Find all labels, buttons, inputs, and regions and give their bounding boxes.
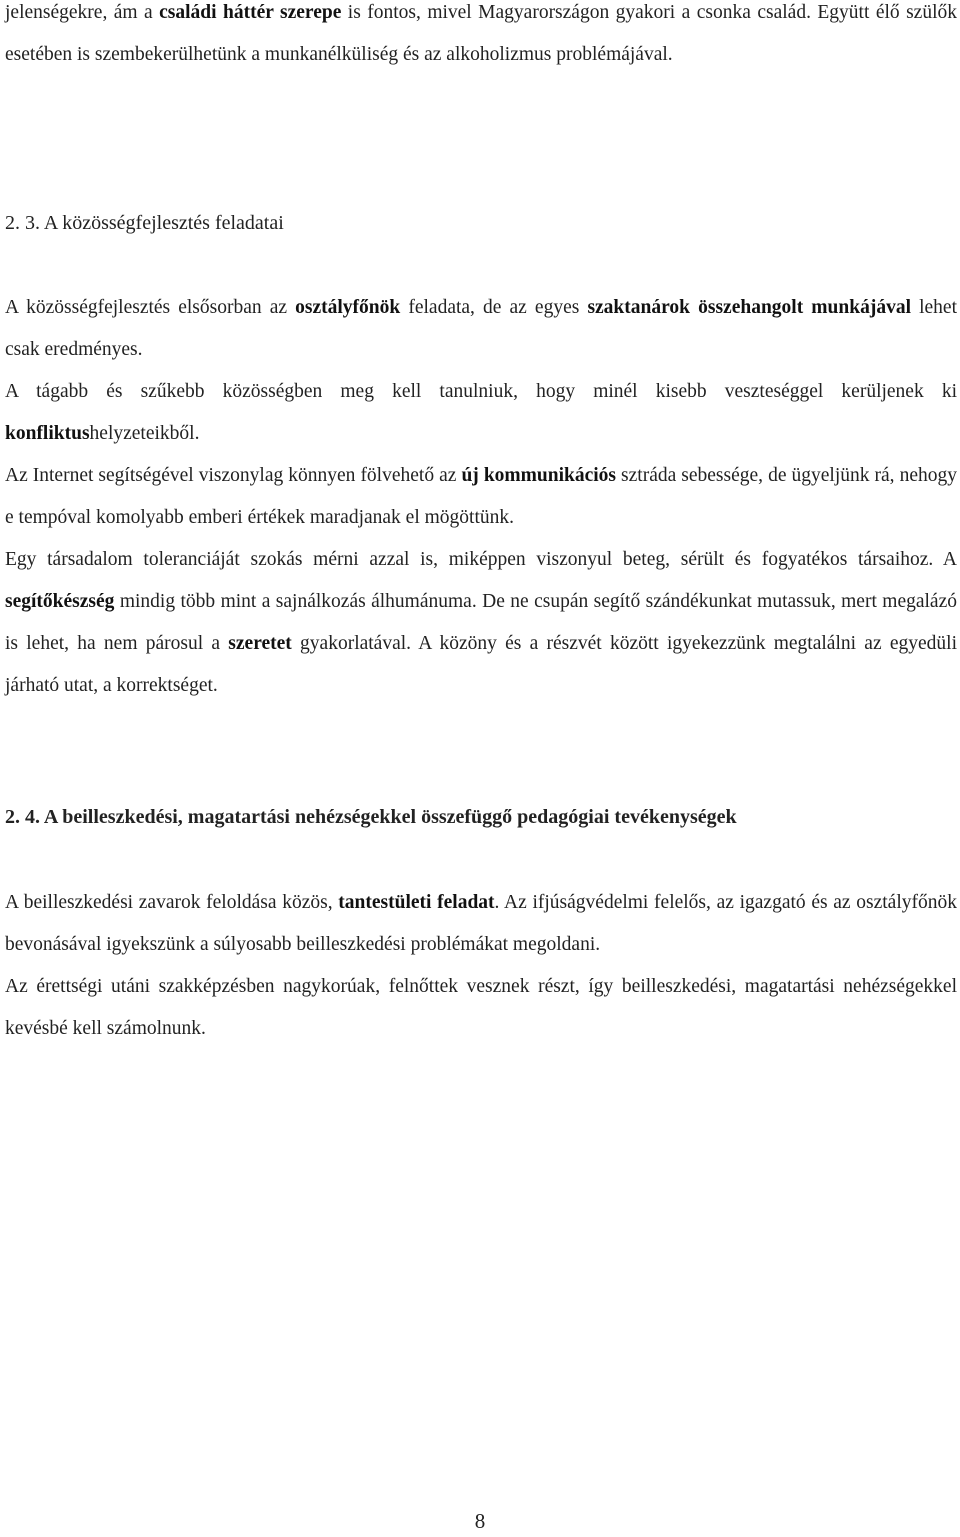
intro-text-1: jelenségekre, ám a xyxy=(5,2,160,23)
bold-subject-teachers: szaktanárok összehangolt munkájával xyxy=(587,297,911,318)
section-2-3-paragraph-2 xyxy=(5,371,957,455)
bold-staff-task: tantestületi feladat xyxy=(338,892,495,913)
intro-text-2: is fontos, mivel Magyarországon gyakori a csonka család. Együtt élő szülők esetében is szembekerülhetünk a munkanélküliség és az alkoholizmus problémájával. xyxy=(5,2,958,65)
text-span: A közösségfejlesztés elsősorban az xyxy=(5,297,296,318)
bold-conflict: konfliktus xyxy=(5,423,90,444)
section-2-3-paragraph-3 xyxy=(5,455,957,539)
text-span: Az Internet segítségével viszonylag könnyen fölvehető az xyxy=(5,465,462,486)
text-span: . Az ifjúságvédelmi felelős, az igazgató és az osztályfőnök bevonásával igyekszünk a súlyosabb beilleszkedési problémákat megoldani. xyxy=(5,892,957,955)
text-span: A beilleszkedési zavarok feloldása közös, xyxy=(5,892,339,913)
text-span: gyakorlatával. A közöny és a részvét között igyekezzünk megtalálni az egyedüli járható utat, a korrektséget. xyxy=(5,633,957,696)
section-2-3 xyxy=(5,202,957,244)
text-span: sztráda sebessége, de ügyeljünk rá, nehogy e tempóval komolyabb emberi értékek maradjanak el mögöttünk. xyxy=(5,465,957,528)
text-span: A tágabb és szűkebb közösségben meg kell tanulniuk, hogy minél kisebb veszteséggel kerüljenek ki xyxy=(5,381,957,402)
text-span: lehet csak eredményes. xyxy=(5,297,957,360)
bold-love: szeretet xyxy=(228,633,292,654)
section-2-4 xyxy=(5,796,957,838)
section-heading-2-3: 2. 3. A közösségfejlesztés feladatai xyxy=(5,212,284,234)
text-span: helyzeteikből. xyxy=(89,423,200,444)
intro-block xyxy=(5,0,957,76)
section-2-4-paragraph-2: Az érettségi utáni szakképzésben nagykorúak, felnőttek vesznek részt, így beilleszkedési, magatartási nehézségekkel kevésbé kell számolnunk. xyxy=(5,976,957,1039)
bold-head-teacher: osztályfőnök xyxy=(295,297,401,318)
section-2-4-body xyxy=(5,882,957,1050)
page-number: 8 xyxy=(474,1509,486,1533)
text-span: Egy társadalom toleranciáját szokás mérni azzal is, miképpen viszonyul beteg, sérült és fogyatékos társaihoz. A xyxy=(5,549,957,570)
text-span: mindig több mint a sajnálkozás álhumánuma. De ne csupán segítő szándékunkat mutassuk, mert megalázó is lehet, ha nem párosul a xyxy=(5,591,957,654)
intro-bold-family-background: családi háttér szerepe xyxy=(159,2,342,23)
intro-paragraph xyxy=(5,0,957,76)
bold-helpfulness: segítőkészség xyxy=(5,591,115,612)
section-2-3-paragraph-1 xyxy=(5,287,957,371)
section-heading-2-4: 2. 4. A beilleszkedési, magatartási nehézségekkel összefüggő pedagógiai tevékenységek xyxy=(5,806,737,828)
section-2-3-body xyxy=(5,287,957,707)
section-2-4-paragraph-1 xyxy=(5,882,957,966)
section-2-3-paragraph-4 xyxy=(5,539,957,707)
text-span: feladata, de az egyes xyxy=(400,297,588,318)
bold-new-communication: új kommunikációs xyxy=(461,465,617,486)
